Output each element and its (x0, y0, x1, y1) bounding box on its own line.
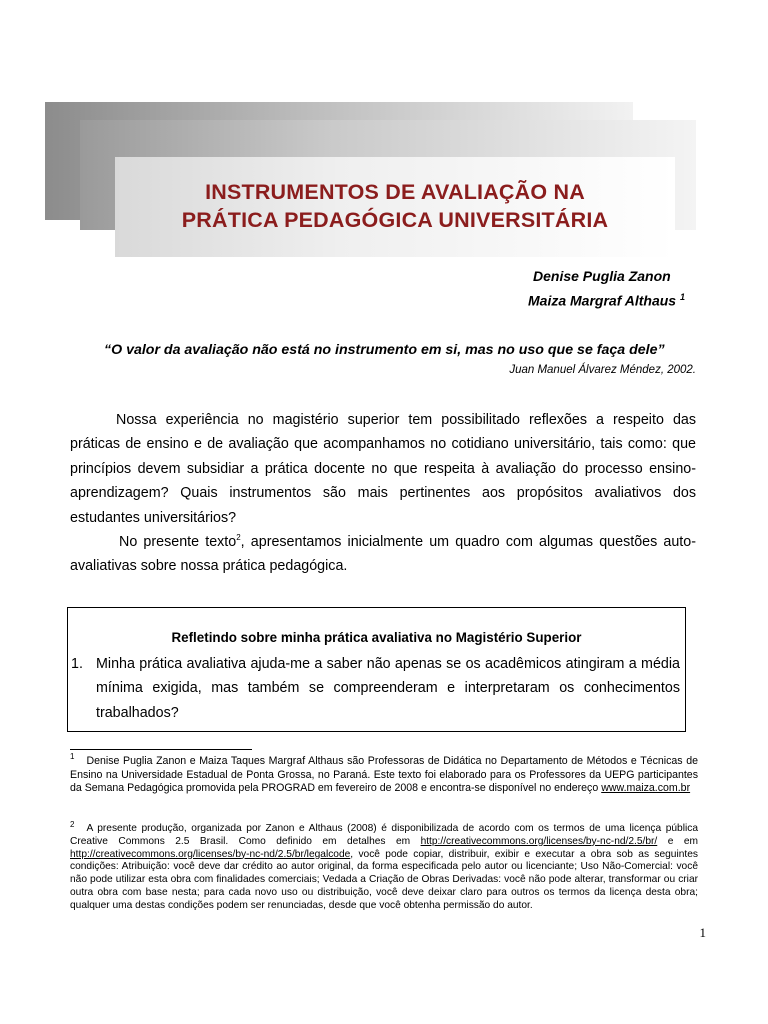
footnote-2-text-c: , você pode copiar, distribuir, exibir e executar a obra sob as seguintes condições: Atribuição: você deve dar crédito ao autor original, da forma especificada pelo autor ou licenciante; Uso Não-Comercial: você não pode utilizar esta obra com finalidades comerciais; Vedada a Criação de Obras Derivadas: você não pode alterar, transformar ou criar outra obra com base nesta; para cada novo uso ou distribuição, você deve deixar claro para outros os termos da licença desta obra; qualquer uma destas condições podem ser renunciadas, desde que você obtenha permissão do autor. (70, 848, 698, 911)
footnote-1-text: Denise Puglia Zanon e Maiza Taques Margraf Althaus são Professoras de Didática no Departamento de Métodos e Técnicas de Ensino na Universidade Estadual de Ponta Grossa, no Paraná. Este texto foi elaborado para os Professores da UEPG participantes da Semana Pedagógica promovida pela PROGRAD em fevereiro de 2008 e encontra-se disponível no endereço (70, 755, 698, 795)
paragraph-1: Nossa experiência no magistério superior tem possibilitado reflexões a respeito das práticas de ensino e de avaliação que acompanhamos no cotidiano universitário, tais como: que princípios devem subsidiar a prática docente no que respeita à avaliação do processo ensino-aprendizagem? Quais instrumentos são mais pertinentes aos propósitos avaliativos dos estudantes universitários? (70, 412, 696, 526)
footnote-1-mark: 1 (70, 752, 75, 762)
footnote-2-text-b: e em (667, 835, 698, 847)
paragraph-2-text-a: No presente texto (119, 534, 237, 550)
reflection-box (67, 607, 686, 732)
footnote-1 (70, 752, 698, 796)
footnote-2-link-2[interactable]: http://creativecommons.org/licenses/by-nc-nd/2.5/br/legalcode (70, 848, 351, 860)
footnote-ref-1: 1 (679, 292, 685, 302)
reflection-box-title: Refletindo sobre minha prática avaliativa no Magistério Superior (171, 630, 582, 645)
title-line-2: PRÁTICA PEDAGÓGICA UNIVERSITÁRIA (181, 208, 609, 232)
document-title (115, 178, 675, 234)
footnote-ref-2: 2 (236, 533, 241, 543)
footnote-2 (70, 819, 698, 913)
footnote-separator (70, 749, 252, 750)
page-number: 1 (699, 925, 706, 940)
reflection-item (71, 652, 680, 725)
paragraph-2-text-b: , apresentamos inicialmente um quadro com algumas questões auto-avaliativas sobre nossa prática pedagógica. (70, 534, 696, 575)
footnote-2-mark: 2 (70, 819, 75, 829)
footnote-2-link-1[interactable]: http://creativecommons.org/licenses/by-nc-nd/2.5/br/ (420, 835, 658, 847)
epigraph-quote: “O valor da avaliação não está no instrumento em si, mas no uso que se faça dele” (104, 342, 665, 358)
author-2 (528, 292, 685, 309)
reflection-item-number: 1. (71, 656, 83, 672)
paragraph-2 (70, 530, 696, 579)
epigraph-source: Juan Manuel Álvarez Méndez, 2002. (509, 364, 696, 376)
title-line-1: INSTRUMENTOS DE AVALIAÇÃO NA (205, 180, 585, 204)
author-1 (533, 268, 671, 284)
footnote-1-link[interactable]: www.maiza.com.br (601, 782, 691, 795)
reflection-item-text: Minha prática avaliativa ajuda-me a saber não apenas se os acadêmicos atingiram a média mínima exigida, mas também se compreenderam e interpretaram os conhecimentos trabalhados? (96, 656, 680, 721)
author-2-name: Maiza Margraf Althaus (528, 292, 677, 309)
footnote-2-text-a: A presente produção, organizada por Zanon e Althaus (2008) é disponibilizada de acordo com os termos de uma licença pública Creative Commons 2.5 Brasil. Como definido em detalhes em (70, 823, 698, 847)
author-1-name: Denise Puglia Zanon (533, 268, 671, 284)
